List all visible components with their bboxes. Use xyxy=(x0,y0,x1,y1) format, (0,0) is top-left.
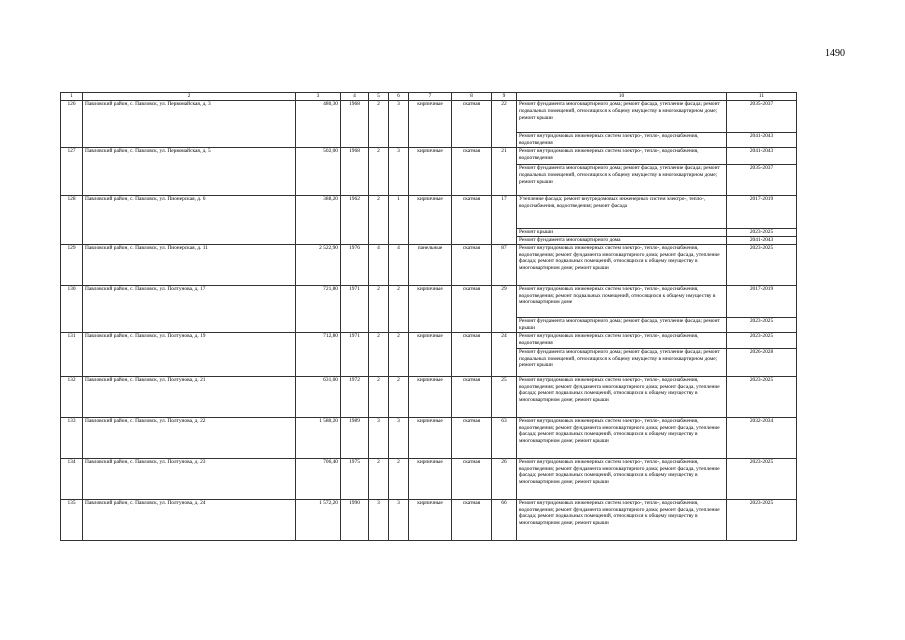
entrances-cell: 4 xyxy=(389,244,409,285)
row-number: 130 xyxy=(61,285,83,332)
column-header: 2 xyxy=(83,93,296,101)
row-number: 127 xyxy=(61,148,83,196)
work-period: 2017-2019 xyxy=(727,285,797,317)
floors-cell: 2 xyxy=(369,101,389,148)
floors-cell: 4 xyxy=(369,244,389,285)
column-header: 3 xyxy=(296,93,341,101)
table-row xyxy=(61,499,797,540)
column-header: 6 xyxy=(389,93,409,101)
column-number-row xyxy=(61,93,797,101)
walls-cell: кирпичные xyxy=(409,196,452,245)
entrances-cell: 2 xyxy=(389,332,409,376)
floors-cell: 2 xyxy=(369,332,389,376)
row-number: 129 xyxy=(61,244,83,285)
table-row xyxy=(61,285,797,317)
table-row xyxy=(61,376,797,417)
work-period: 2041-2043 xyxy=(727,148,797,165)
work-description: Ремонт фундамента многоквартирного дома; ремонт фасада, утепление фасада; ремонт подвальных помещений, относящихся к общему имуществу в многоквартирном доме; ремонт крыши xyxy=(517,348,727,376)
roof-cell: скатная xyxy=(452,148,492,196)
area-cell: 1 588,20 xyxy=(296,417,341,458)
area-cell: 706,40 xyxy=(296,458,341,499)
work-description: Ремонт внутридомовых инженерных систем электро-, тепло-, водоснабжения, водоотведения; ремонт фундамента многоквартирного дома; ремонт фасада, утепление фасада; ремонт подвальных помещений, относящихся к общему имуществу в многоквартирном доме; ремонт крыши xyxy=(517,376,727,417)
work-description: Ремонт фундамента многоквартирного дома xyxy=(517,237,727,245)
address-cell: Павловский район, с. Павловск, ул. Пионерская, д. 11 xyxy=(83,244,296,285)
work-period: 2023-2025 xyxy=(727,244,797,285)
walls-cell: кирпичные xyxy=(409,417,452,458)
column-header: 9 xyxy=(492,93,517,101)
roof-cell: скатная xyxy=(452,101,492,148)
table-row xyxy=(61,417,797,458)
apartments-cell: 17 xyxy=(492,196,517,245)
row-number: 128 xyxy=(61,196,83,245)
work-description: Ремонт крыши xyxy=(517,229,727,237)
table-row xyxy=(61,332,797,348)
table-row xyxy=(61,196,797,229)
table-row xyxy=(61,458,797,499)
year-cell: 1971 xyxy=(341,332,369,376)
column-header: 1 xyxy=(61,93,83,101)
work-description: Ремонт фундамента многоквартирного дома; ремонт фасада, утепление фасада; ремонт подвальных помещений, относящихся к общему имуществу в многоквартирном доме; ремонт крыши xyxy=(517,165,727,196)
year-cell: 1989 xyxy=(341,417,369,458)
entrances-cell: 3 xyxy=(389,499,409,540)
row-number: 135 xyxy=(61,499,83,540)
apartments-cell: 87 xyxy=(492,244,517,285)
entrances-cell: 2 xyxy=(389,376,409,417)
entrances-cell: 3 xyxy=(389,148,409,196)
work-period: 2023-2025 xyxy=(727,332,797,348)
roof-cell: скатная xyxy=(452,417,492,458)
work-period: 2023-2025 xyxy=(727,229,797,237)
table-row xyxy=(61,101,797,133)
work-description: Утепление фасада; ремонт внутридомовых инженерных систем электро-, тепло-, водоснабжения, водоотведения; ремонт фасада xyxy=(517,196,727,229)
area-cell: 502,00 xyxy=(296,148,341,196)
work-description: Ремонт внутридомовых инженерных систем электро-, тепло-, водоснабжения, водоотведения xyxy=(517,148,727,165)
row-number: 134 xyxy=(61,458,83,499)
work-description: Ремонт внутридомовых инженерных систем электро-, тепло-, водоснабжения, водоотведения; ремонт фундамента многоквартирного дома; ремонт фасада, утепление фасада; ремонт подвальных помещений, относящихся к общему имуществу в многоквартирном доме; ремонт крыши xyxy=(517,499,727,540)
column-header: 10 xyxy=(517,93,727,101)
year-cell: 1990 xyxy=(341,499,369,540)
entrances-cell: 3 xyxy=(389,417,409,458)
floors-cell: 2 xyxy=(369,285,389,332)
work-period: 2041-2043 xyxy=(727,237,797,245)
walls-cell: кирпичные xyxy=(409,285,452,332)
apartments-cell: 29 xyxy=(492,285,517,332)
area-cell: 480,30 xyxy=(296,101,341,148)
work-description: Ремонт внутридомовых инженерных систем электро-, тепло-, водоснабжения, водоотведения xyxy=(517,133,727,148)
walls-cell: кирпичные xyxy=(409,332,452,376)
year-cell: 1975 xyxy=(341,458,369,499)
area-cell: 1 572,20 xyxy=(296,499,341,540)
work-period: 2023-2025 xyxy=(727,499,797,540)
row-number: 132 xyxy=(61,376,83,417)
roof-cell: скатная xyxy=(452,376,492,417)
walls-cell: панельные xyxy=(409,244,452,285)
apartments-cell: 25 xyxy=(492,376,517,417)
entrances-cell: 1 xyxy=(389,196,409,245)
entrances-cell: 3 xyxy=(389,101,409,148)
area-cell: 2 522,90 xyxy=(296,244,341,285)
column-header: 11 xyxy=(727,93,797,101)
address-cell: Павловский район, с. Павловск, ул. Полтунова, д. 23 xyxy=(83,458,296,499)
roof-cell: скатная xyxy=(452,196,492,245)
year-cell: 1972 xyxy=(341,376,369,417)
work-period: 2026-2028 xyxy=(727,348,797,376)
year-cell: 1971 xyxy=(341,285,369,332)
walls-cell: кирпичные xyxy=(409,458,452,499)
apartments-cell: 63 xyxy=(492,417,517,458)
floors-cell: 2 xyxy=(369,196,389,245)
work-description: Ремонт внутридомовых инженерных систем электро-, тепло-, водоснабжения, водоотведения; ремонт фундамента многоквартирного дома; ремонт фасада, утепление фасада; ремонт подвальных помещений, относящихся к общему имуществу в многоквартирном доме; ремонт крыши xyxy=(517,417,727,458)
row-number: 131 xyxy=(61,332,83,376)
capital-repair-table xyxy=(60,92,797,541)
work-description: Ремонт фундамента многоквартирного дома; ремонт фасада, утепление фасада; ремонт крыши xyxy=(517,317,727,332)
work-period: 2035-2037 xyxy=(727,101,797,133)
floors-cell: 3 xyxy=(369,417,389,458)
work-period: 2035-2037 xyxy=(727,165,797,196)
walls-cell: кирпичные xyxy=(409,376,452,417)
year-cell: 1962 xyxy=(341,196,369,245)
apartments-cell: 26 xyxy=(492,458,517,499)
column-header: 5 xyxy=(369,93,389,101)
entrances-cell: 2 xyxy=(389,458,409,499)
page-number: 1490 xyxy=(825,48,845,59)
roof-cell: скатная xyxy=(452,458,492,499)
floors-cell: 2 xyxy=(369,148,389,196)
work-period: 2023-2025 xyxy=(727,376,797,417)
work-description: Ремонт внутридомовых инженерных систем электро-, тепло-, водоснабжения, водоотведения; ремонт фундамента многоквартирного дома; ремонт фасада, утепление фасада; ремонт подвальных помещений, относящихся к общему имуществу в многоквартирном доме; ремонт крыши xyxy=(517,244,727,285)
address-cell: Павловский район, с. Павловск, ул. Полтунова, д. 24 xyxy=(83,499,296,540)
walls-cell: кирпичные xyxy=(409,101,452,148)
area-cell: 721,80 xyxy=(296,285,341,332)
work-description: Ремонт внутридомовых инженерных систем электро-, тепло-, водоснабжения, водоотведения; ремонт фундамента многоквартирного дома; ремонт фасада, утепление фасада; ремонт подвальных помещений, относящихся к общему имуществу в многоквартирном доме; ремонт крыши xyxy=(517,458,727,499)
table-row xyxy=(61,244,797,285)
row-number: 133 xyxy=(61,417,83,458)
address-cell: Павловский район, с. Павловск, ул. Первомайская, д. 5 xyxy=(83,148,296,196)
address-cell: Павловский район, с. Павловск, ул. Полтунова, д. 19 xyxy=(83,332,296,376)
roof-cell: скатная xyxy=(452,244,492,285)
year-cell: 1968 xyxy=(341,148,369,196)
work-period: 2017-2019 xyxy=(727,196,797,229)
roof-cell: скатная xyxy=(452,499,492,540)
address-cell: Павловский район, с. Павловск, ул. Первомайская, д. 3 xyxy=(83,101,296,148)
roof-cell: скатная xyxy=(452,332,492,376)
area-cell: 388,20 xyxy=(296,196,341,245)
address-cell: Павловский район, с. Павловск, ул. Полтунова, д. 17 xyxy=(83,285,296,332)
work-period: 2023-2025 xyxy=(727,317,797,332)
address-cell: Павловский район, с. Павловск, ул. Пионерская, д. 6 xyxy=(83,196,296,245)
apartments-cell: 24 xyxy=(492,332,517,376)
entrances-cell: 2 xyxy=(389,285,409,332)
year-cell: 1976 xyxy=(341,244,369,285)
column-header: 7 xyxy=(409,93,452,101)
work-description: Ремонт фундамента многоквартирного дома; ремонт фасада, утепление фасада; ремонт подвальных помещений, относящихся к общему имуществу в многоквартирном доме; ремонт крыши xyxy=(517,101,727,133)
table-row xyxy=(61,148,797,165)
apartments-cell: 22 xyxy=(492,101,517,148)
roof-cell: скатная xyxy=(452,285,492,332)
column-header: 4 xyxy=(341,93,369,101)
column-header: 8 xyxy=(452,93,492,101)
apartments-cell: 21 xyxy=(492,148,517,196)
work-description: Ремонт внутридомовых инженерных систем электро-, тепло-, водоснабжения, водоотведения xyxy=(517,332,727,348)
walls-cell: кирпичные xyxy=(409,499,452,540)
address-cell: Павловский район, с. Павловск, ул. Полтунова, д. 22 xyxy=(83,417,296,458)
work-period: 2041-2043 xyxy=(727,133,797,148)
floors-cell: 2 xyxy=(369,376,389,417)
year-cell: 1968 xyxy=(341,101,369,148)
floors-cell: 2 xyxy=(369,458,389,499)
area-cell: 712,80 xyxy=(296,332,341,376)
row-number: 126 xyxy=(61,101,83,148)
address-cell: Павловский район, с. Павловск, ул. Полтунова, д. 21 xyxy=(83,376,296,417)
apartments-cell: 66 xyxy=(492,499,517,540)
work-period: 2032-2034 xyxy=(727,417,797,458)
work-period: 2023-2025 xyxy=(727,458,797,499)
floors-cell: 3 xyxy=(369,499,389,540)
work-description: Ремонт внутридомовых инженерных систем электро-, тепло-, водоснабжения, водоотведения; ремонт подвальных помещений, относящихся к общему имуществу в многоквартирном доме xyxy=(517,285,727,317)
walls-cell: кирпичные xyxy=(409,148,452,196)
table-body xyxy=(61,93,797,541)
area-cell: 631,00 xyxy=(296,376,341,417)
